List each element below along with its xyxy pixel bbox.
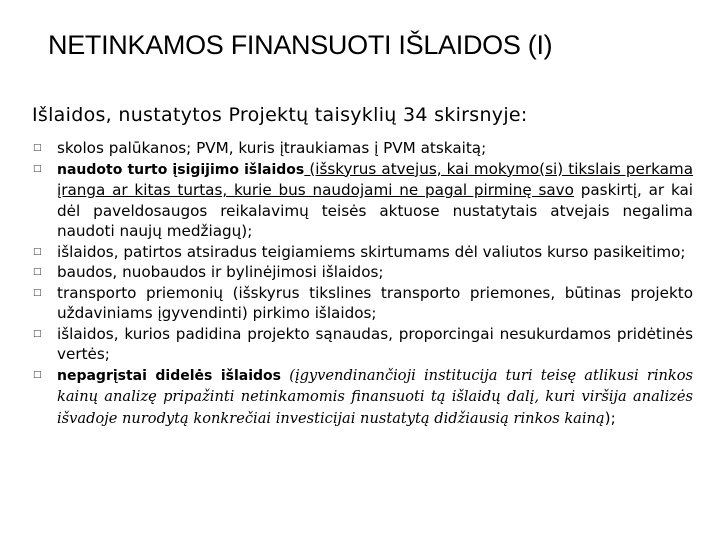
square-bullet-icon: □ <box>33 287 42 298</box>
list-item-text: išlaidos, kurios padidina projekto sąnaudas, proporcingai nesukurdamos pridėtinės vertės; <box>57 324 693 363</box>
list-item <box>0 138 720 159</box>
list-item-text: baudos, nuobaudos ir bylinėjimosi išlaidos; <box>57 263 384 281</box>
list-item <box>0 324 720 365</box>
slide-title: NETINKAMOS FINANSUOTI IŠLAIDOS (I) <box>48 30 553 60</box>
list-item-bold: nepagrįstai didelės išlaidos <box>57 367 281 384</box>
list-item-bold: naudoto turto įsigijimo išlaidos <box>57 161 305 178</box>
square-bullet-icon: □ <box>33 143 42 153</box>
square-bullet-icon: □ <box>33 328 42 339</box>
square-bullet-icon: □ <box>33 163 42 174</box>
list-item-rest: paskirtį, ar kai dėl paveldosaugos reikalavimų teisės aktuose nustatytais atvejais negalima naudoti naujų medžiagų); <box>57 181 693 240</box>
list-item <box>0 242 720 263</box>
list-item-text <box>57 159 693 242</box>
square-bullet-icon: □ <box>33 369 42 380</box>
expense-list <box>0 138 720 429</box>
slide-subtitle: Išlaidos, nustatytos Projektų taisyklių 34 skirsnyje: <box>32 104 528 126</box>
list-item-italic: (įgyvendinančioji institucija turi teisę atlikusi rinkos kainų analizę pripažinti netinkamomis finansuoti tą išlaidų dalį, kuri viršija analizės išvadoje nurodytą konkrečiai investicijai nustatytą didžiausią rinkos kainą <box>57 366 694 427</box>
list-item-underlined: (išskyrus atvejus, kai mokymo(si) tikslais perkama įranga ar kitas turtas, kurie bus naudojami ne pagal pirminę savo <box>57 159 694 199</box>
list-item-text: skolos palūkanos; PVM, kuris įtraukiamas į PVM atskaitą; <box>57 139 487 157</box>
list-item <box>0 365 720 430</box>
square-bullet-icon: □ <box>33 246 42 257</box>
list-item-rest: ); <box>604 408 616 427</box>
list-item-text: transporto priemonių (išskyrus tikslines transporto priemones, būtinas projekto uždaviniams įgyvendinti) pirkimo išlaidos; <box>57 283 693 322</box>
list-item-text: išlaidos, patirtos atsiradus teigiamiems skirtumams dėl valiutos kurso pasikeitimo; <box>57 242 686 261</box>
list-item <box>0 159 720 242</box>
square-bullet-icon: □ <box>33 267 42 277</box>
list-item <box>0 262 720 283</box>
list-item <box>0 283 720 324</box>
list-item-text <box>57 365 693 430</box>
